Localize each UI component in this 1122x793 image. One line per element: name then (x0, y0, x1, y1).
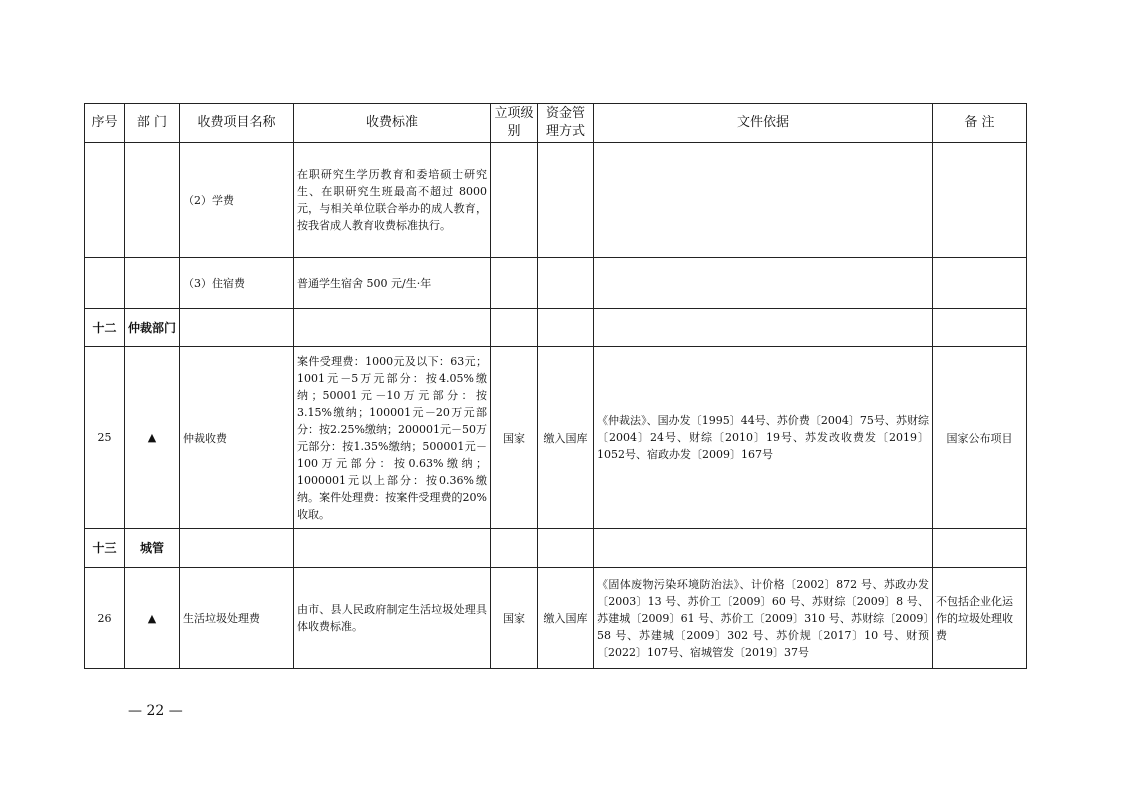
cell-note (933, 258, 1027, 309)
empty-cell (491, 309, 538, 347)
table-row (85, 568, 1027, 669)
cell-note (933, 143, 1027, 258)
cell-basis (594, 143, 933, 258)
cell-note: 不包括企业化运作的垃圾处理收费 (933, 568, 1027, 669)
cell-dept: ▲ (125, 568, 180, 669)
cell-level: 国家 (491, 347, 538, 529)
cell-dept (125, 143, 180, 258)
cell-no: 25 (85, 347, 125, 529)
cell-standard: 在职研究生学历教育和委培硕士研究生、在职研究生班最高不超过 8000 元，与相关单位联合举办的成人教育，按我省成人教育收费标准执行。 (294, 143, 491, 258)
section-row (85, 309, 1027, 347)
cell-level (491, 258, 538, 309)
cell-standard: 案件受理费：1000元及以下：63元；1001元－5万元部分：按4.05%缴纳；50001元－10万元部分：按3.15%缴纳；100001元－20万元部分：按2.25%缴纳；200001元－50万元部分：按1.35%缴纳；500001元－100万元部分：按0.63%缴纳；1000001元以上部分：按0.36%缴纳。案件处理费：按案件受理费的20%收取。 (294, 347, 491, 529)
header-level: 立项级别 (491, 104, 538, 143)
cell-item-name: 仲裁收费 (180, 347, 294, 529)
cell-item-name: （2）学费 (180, 143, 294, 258)
empty-cell (294, 529, 491, 568)
section-dept: 仲裁部门 (125, 309, 180, 347)
header-standard: 收费标准 (294, 104, 491, 143)
cell-no (85, 143, 125, 258)
cell-basis: 《固体废物污染环境防治法》、计价格〔2002〕872 号、苏政办发〔2003〕13 号、苏价工〔2009〕60 号、苏财综〔2009〕8 号、苏建城〔2009〕61 号、苏价工〔2009〕310 号、苏财综〔2009〕58 号、苏建城〔2009〕302 号、苏价规〔2017〕10 号、财预〔2022〕107号、宿城管发〔2019〕37号 (594, 568, 933, 669)
cell-fund-mgmt: 缴入国库 (538, 347, 594, 529)
cell-fund-mgmt (538, 258, 594, 309)
empty-cell (933, 309, 1027, 347)
cell-standard: 由市、县人民政府制定生活垃圾处理具体收费标准。 (294, 568, 491, 669)
empty-cell (491, 529, 538, 568)
header-dept: 部 门 (125, 104, 180, 143)
cell-fund-mgmt: 缴入国库 (538, 568, 594, 669)
empty-cell (294, 309, 491, 347)
cell-dept: ▲ (125, 347, 180, 529)
empty-cell (933, 529, 1027, 568)
empty-cell (538, 529, 594, 568)
cell-note: 国家公布项目 (933, 347, 1027, 529)
header-no: 序号 (85, 104, 125, 143)
cell-level: 国家 (491, 568, 538, 669)
empty-cell (180, 529, 294, 568)
header-item-name: 收费项目名称 (180, 104, 294, 143)
cell-standard: 普通学生宿舍 500 元/生·年 (294, 258, 491, 309)
section-no: 十三 (85, 529, 125, 568)
header-fund-mgmt: 资金管理方式 (538, 104, 594, 143)
fee-table (84, 103, 1027, 669)
section-dept: 城管 (125, 529, 180, 568)
table-row (85, 143, 1027, 258)
header-row (85, 104, 1027, 143)
empty-cell (594, 529, 933, 568)
table-row (85, 258, 1027, 309)
empty-cell (180, 309, 294, 347)
cell-basis: 《仲裁法》、国办发〔1995〕44号、苏价费〔2004〕75号、苏财综〔2004〕24号、财综〔2010〕19号、苏发改收费发〔2019〕1052号、宿政办发〔2009〕167号 (594, 347, 933, 529)
page-number: — 22 — (128, 703, 183, 719)
cell-basis (594, 258, 933, 309)
section-no: 十二 (85, 309, 125, 347)
empty-cell (538, 309, 594, 347)
cell-no: 26 (85, 568, 125, 669)
cell-dept (125, 258, 180, 309)
cell-item-name: 生活垃圾处理费 (180, 568, 294, 669)
header-basis: 文件依据 (594, 104, 933, 143)
cell-fund-mgmt (538, 143, 594, 258)
table-row (85, 347, 1027, 529)
cell-no (85, 258, 125, 309)
empty-cell (594, 309, 933, 347)
header-note: 备 注 (933, 104, 1027, 143)
section-row (85, 529, 1027, 568)
cell-level (491, 143, 538, 258)
cell-item-name: （3）住宿费 (180, 258, 294, 309)
